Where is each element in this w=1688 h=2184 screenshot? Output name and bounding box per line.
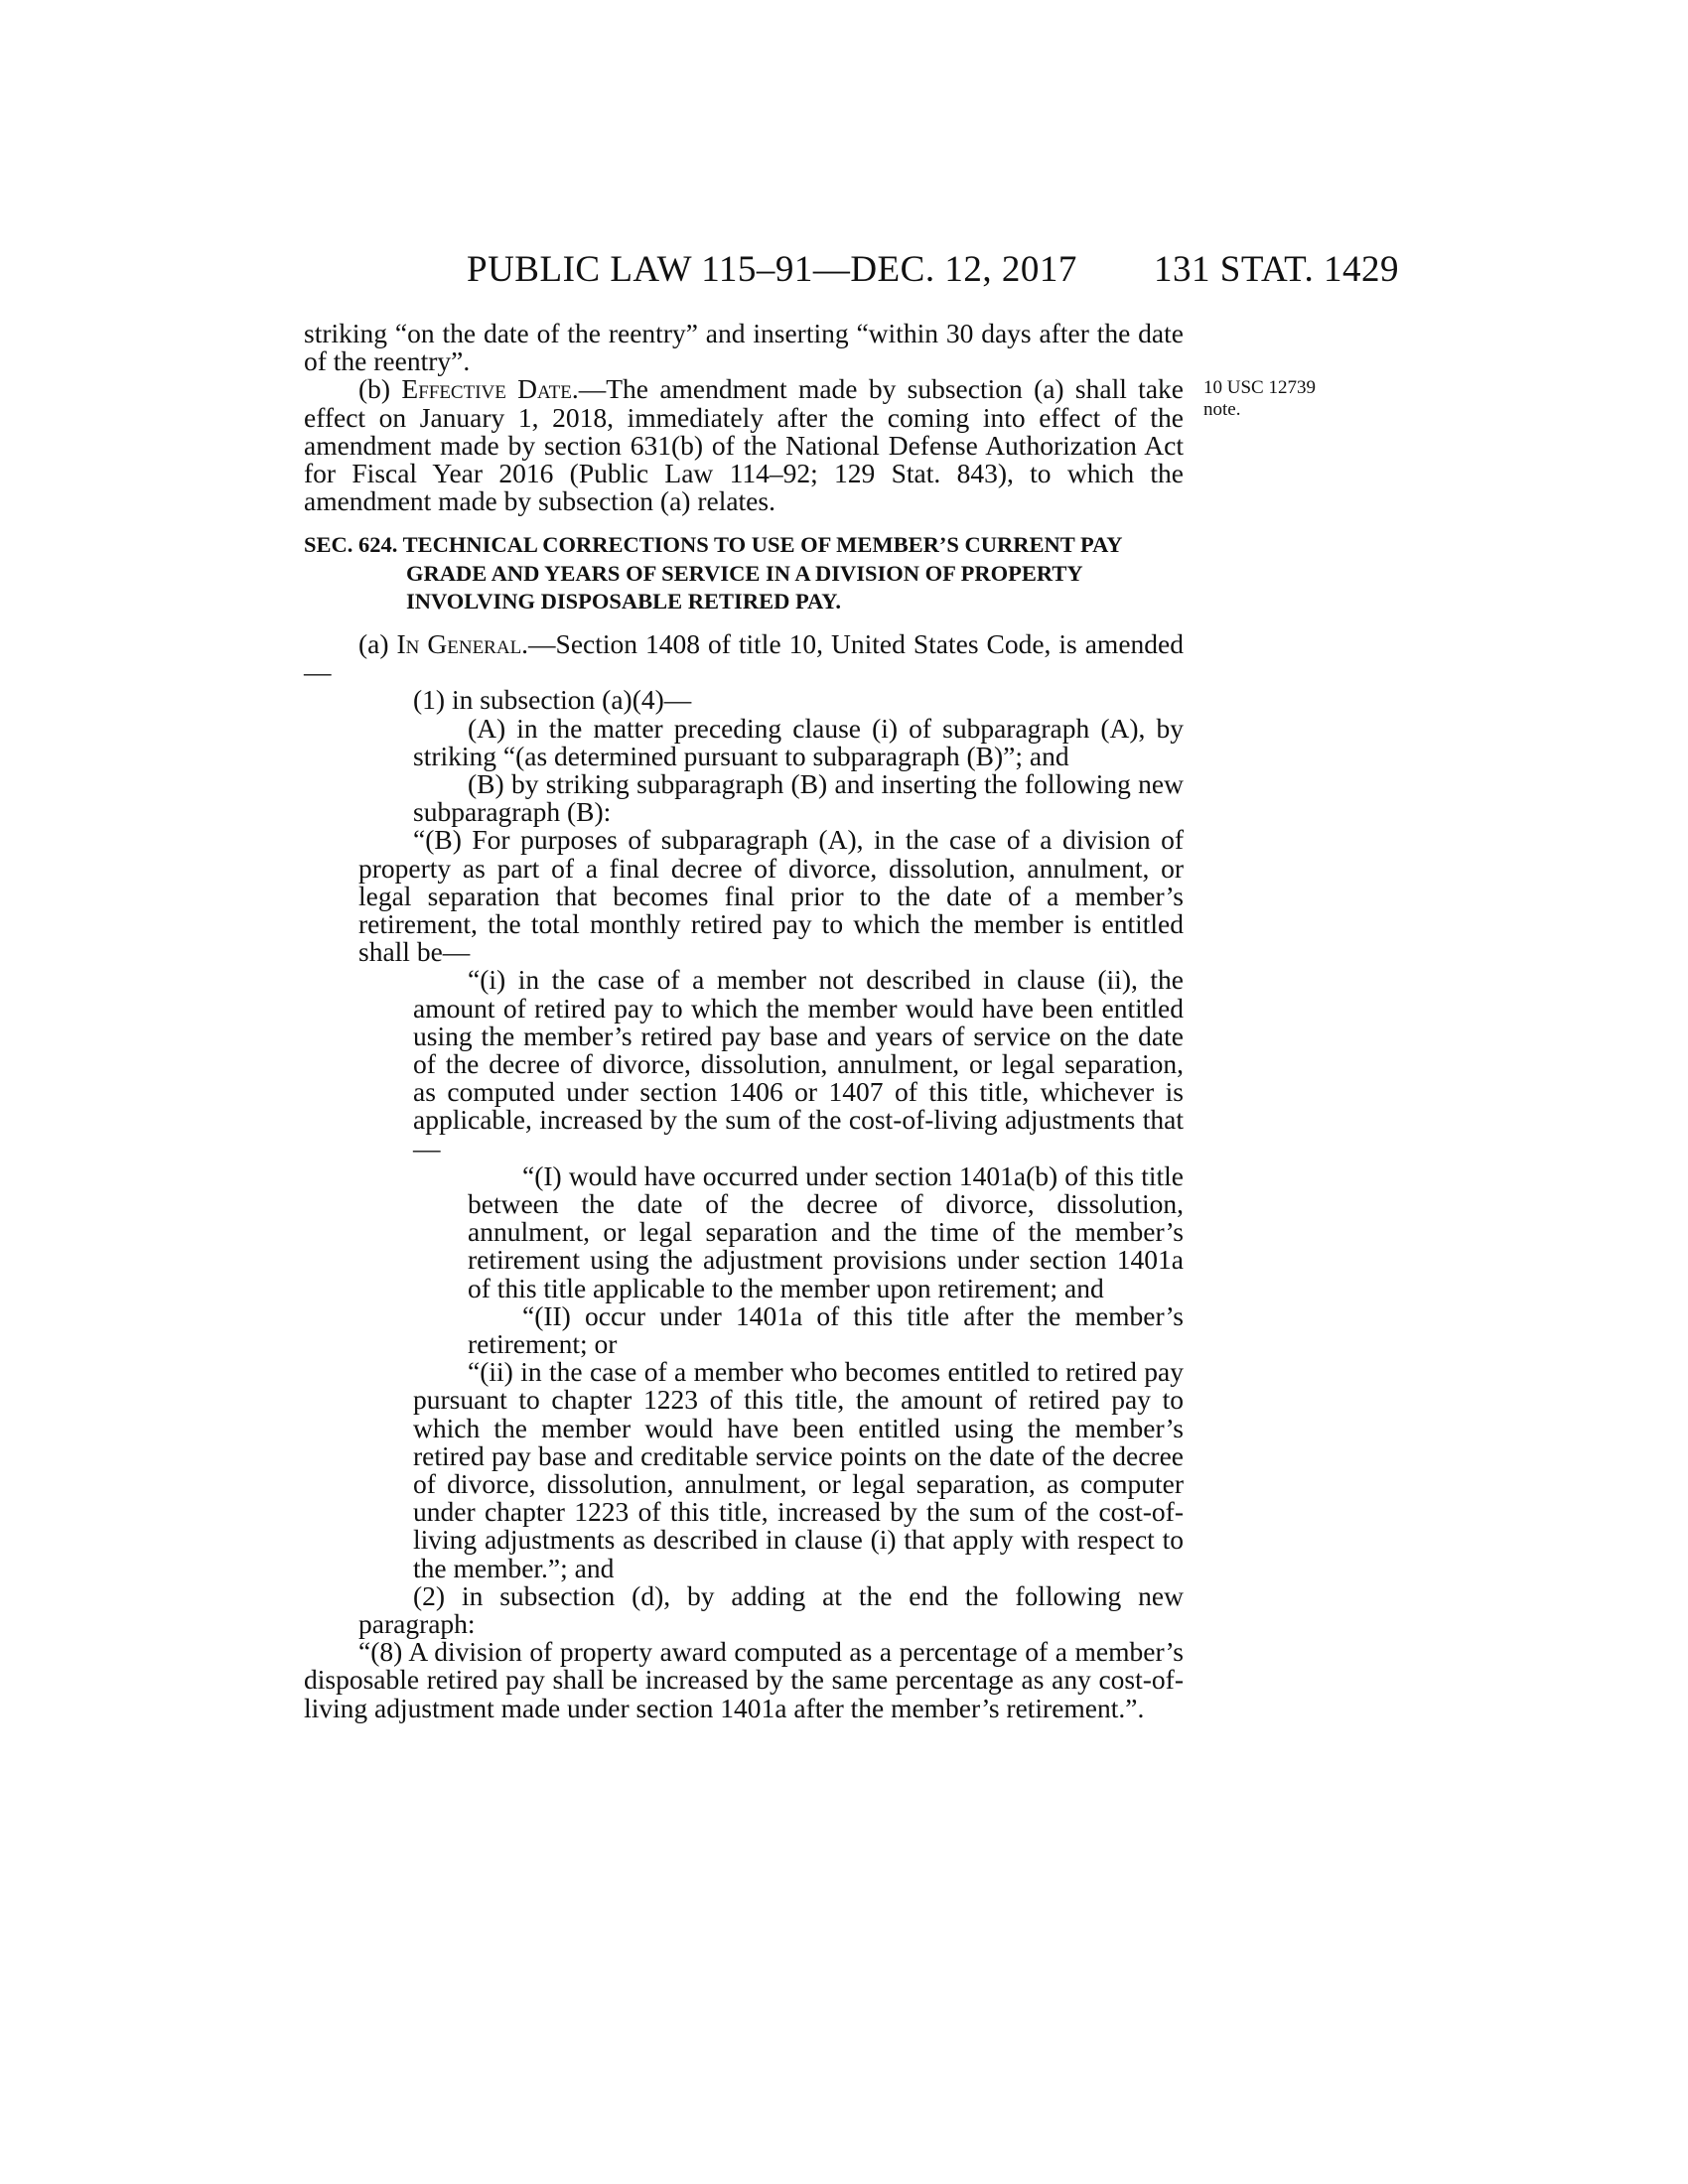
subparagraph-b: (B) by striking subparagraph (B) and inserting the following new subparagraph (B):: [413, 767, 1184, 828]
paragraph-2: (2) in subsection (d), by adding at the end the following new paragraph:: [358, 1579, 1184, 1640]
section-heading: SEC. 624. TECHNICAL CORRECTIONS TO USE OF MEMBER’S CURRENT PAY GRADE AND YEARS OF SERVICE IN A DIVISION OF PROPERTY INVOLVING DISPOSABLE RETIRED PAY.: [304, 532, 1122, 614]
statute-body: [304, 320, 1184, 1722]
paragraph-1: (1) in subsection (a)(4)—: [413, 684, 692, 716]
paragraph-effective-date: (b) Effective Date.—The amendment made by subsection (a) shall take effect on January 1, 2018, immediately after the coming into effect of the amendment made by section 631(b) of the National Defense Authorization Act for Fiscal Year 2016 (Public Law 114–92; 129 Stat. 843), to which the amendment made by subsection (a) relates.: [304, 373, 1184, 517]
inserted-paragraph-8: “(8) A division of property award computed as a percentage of a member’s disposable retired pay shall be increased by the same percentage as any cost-of-living adjustment made under section 1401a after the member’s retirement.”.: [304, 1636, 1184, 1723]
margin-citation-note: [1203, 377, 1402, 421]
margin-note-citation: 10 USC 12739: [1203, 377, 1316, 398]
clause-ii: “(ii) in the case of a member who becomes entitled to retired pay pursuant to chapter 1223 of this title, the amount of retired pay to which the member would have been entitled using the member’s retired pay base and creditable service points on the date of the decree of divorce, dissolution, annulment, or legal separation, as computer under chapter 1223 of this title, increased by the sum of the cost-of-living adjustments as described in clause (i) that apply with respect to the member.”; and: [413, 1356, 1184, 1583]
subsection-text-effective-date: .—The amendment made by subsection (a) shall take effect on January 1, 2018, immediately after the coming into effect of the amendment made by section 631(b) of the National Defense Authorization Act for Fiscal Year 2016 (Public Law 114–92; 129 Stat. 843), to which the amendment made by subsection (a) relates.: [304, 373, 1184, 517]
subsection-heading-effective-date: Effective Date: [401, 373, 572, 405]
margin-note-label: note.: [1203, 399, 1241, 420]
subparagraph-a: (A) in the matter preceding clause (i) of subparagraph (A), by striking “(as determined pursuant to subparagraph (B)”; and: [413, 712, 1184, 771]
paragraph-in-general: (a) In General.—Section 1408 of title 10, United States Code, is amended—: [304, 627, 1184, 688]
subclause-II: “(II) occur under 1401a of this title after the member’s retirement; or: [468, 1299, 1184, 1359]
statute-page-number: 131 STAT. 1429: [1154, 249, 1399, 290]
paragraph-continuation: striking “on the date of the reentry” and inserting “within 30 days after the date of the reentry”.: [304, 318, 1184, 377]
running-header-title: PUBLIC LAW 115–91—DEC. 12, 2017: [467, 249, 1077, 290]
subclause-I: “(I) would have occurred under section 1401a(b) of this title between the date of the decree of divorce, dissolution, annulment, or legal separation and the time of the member’s retirement using the adjustment provisions under section 1401a of this title applicable to the member upon retirement; and: [468, 1160, 1184, 1303]
subsection-heading-in-general: In General: [396, 627, 522, 659]
subsection-text-in-general: .—Section 1408 of title 10, United States Code, is amended—: [304, 627, 1184, 688]
inserted-subparagraph-b: “(B) For purposes of subparagraph (A), in the case of a division of property as part of a final decree of divorce, dissolution, annulment, or legal separation that becomes final prior to the date of a member’s retirement, the total monthly retired pay to which the member is entitled shall be—: [358, 824, 1184, 968]
clause-i: “(i) in the case of a member not described in clause (ii), the amount of retired pay to which the member would have been entitled using the member’s retired pay base and years of service on the date of the decree of divorce, dissolution, annulment, or legal separation, as computed under section 1406 or 1407 of this title, whichever is applicable, increased by the sum of the cost-of-living adjustments that—: [413, 964, 1184, 1163]
